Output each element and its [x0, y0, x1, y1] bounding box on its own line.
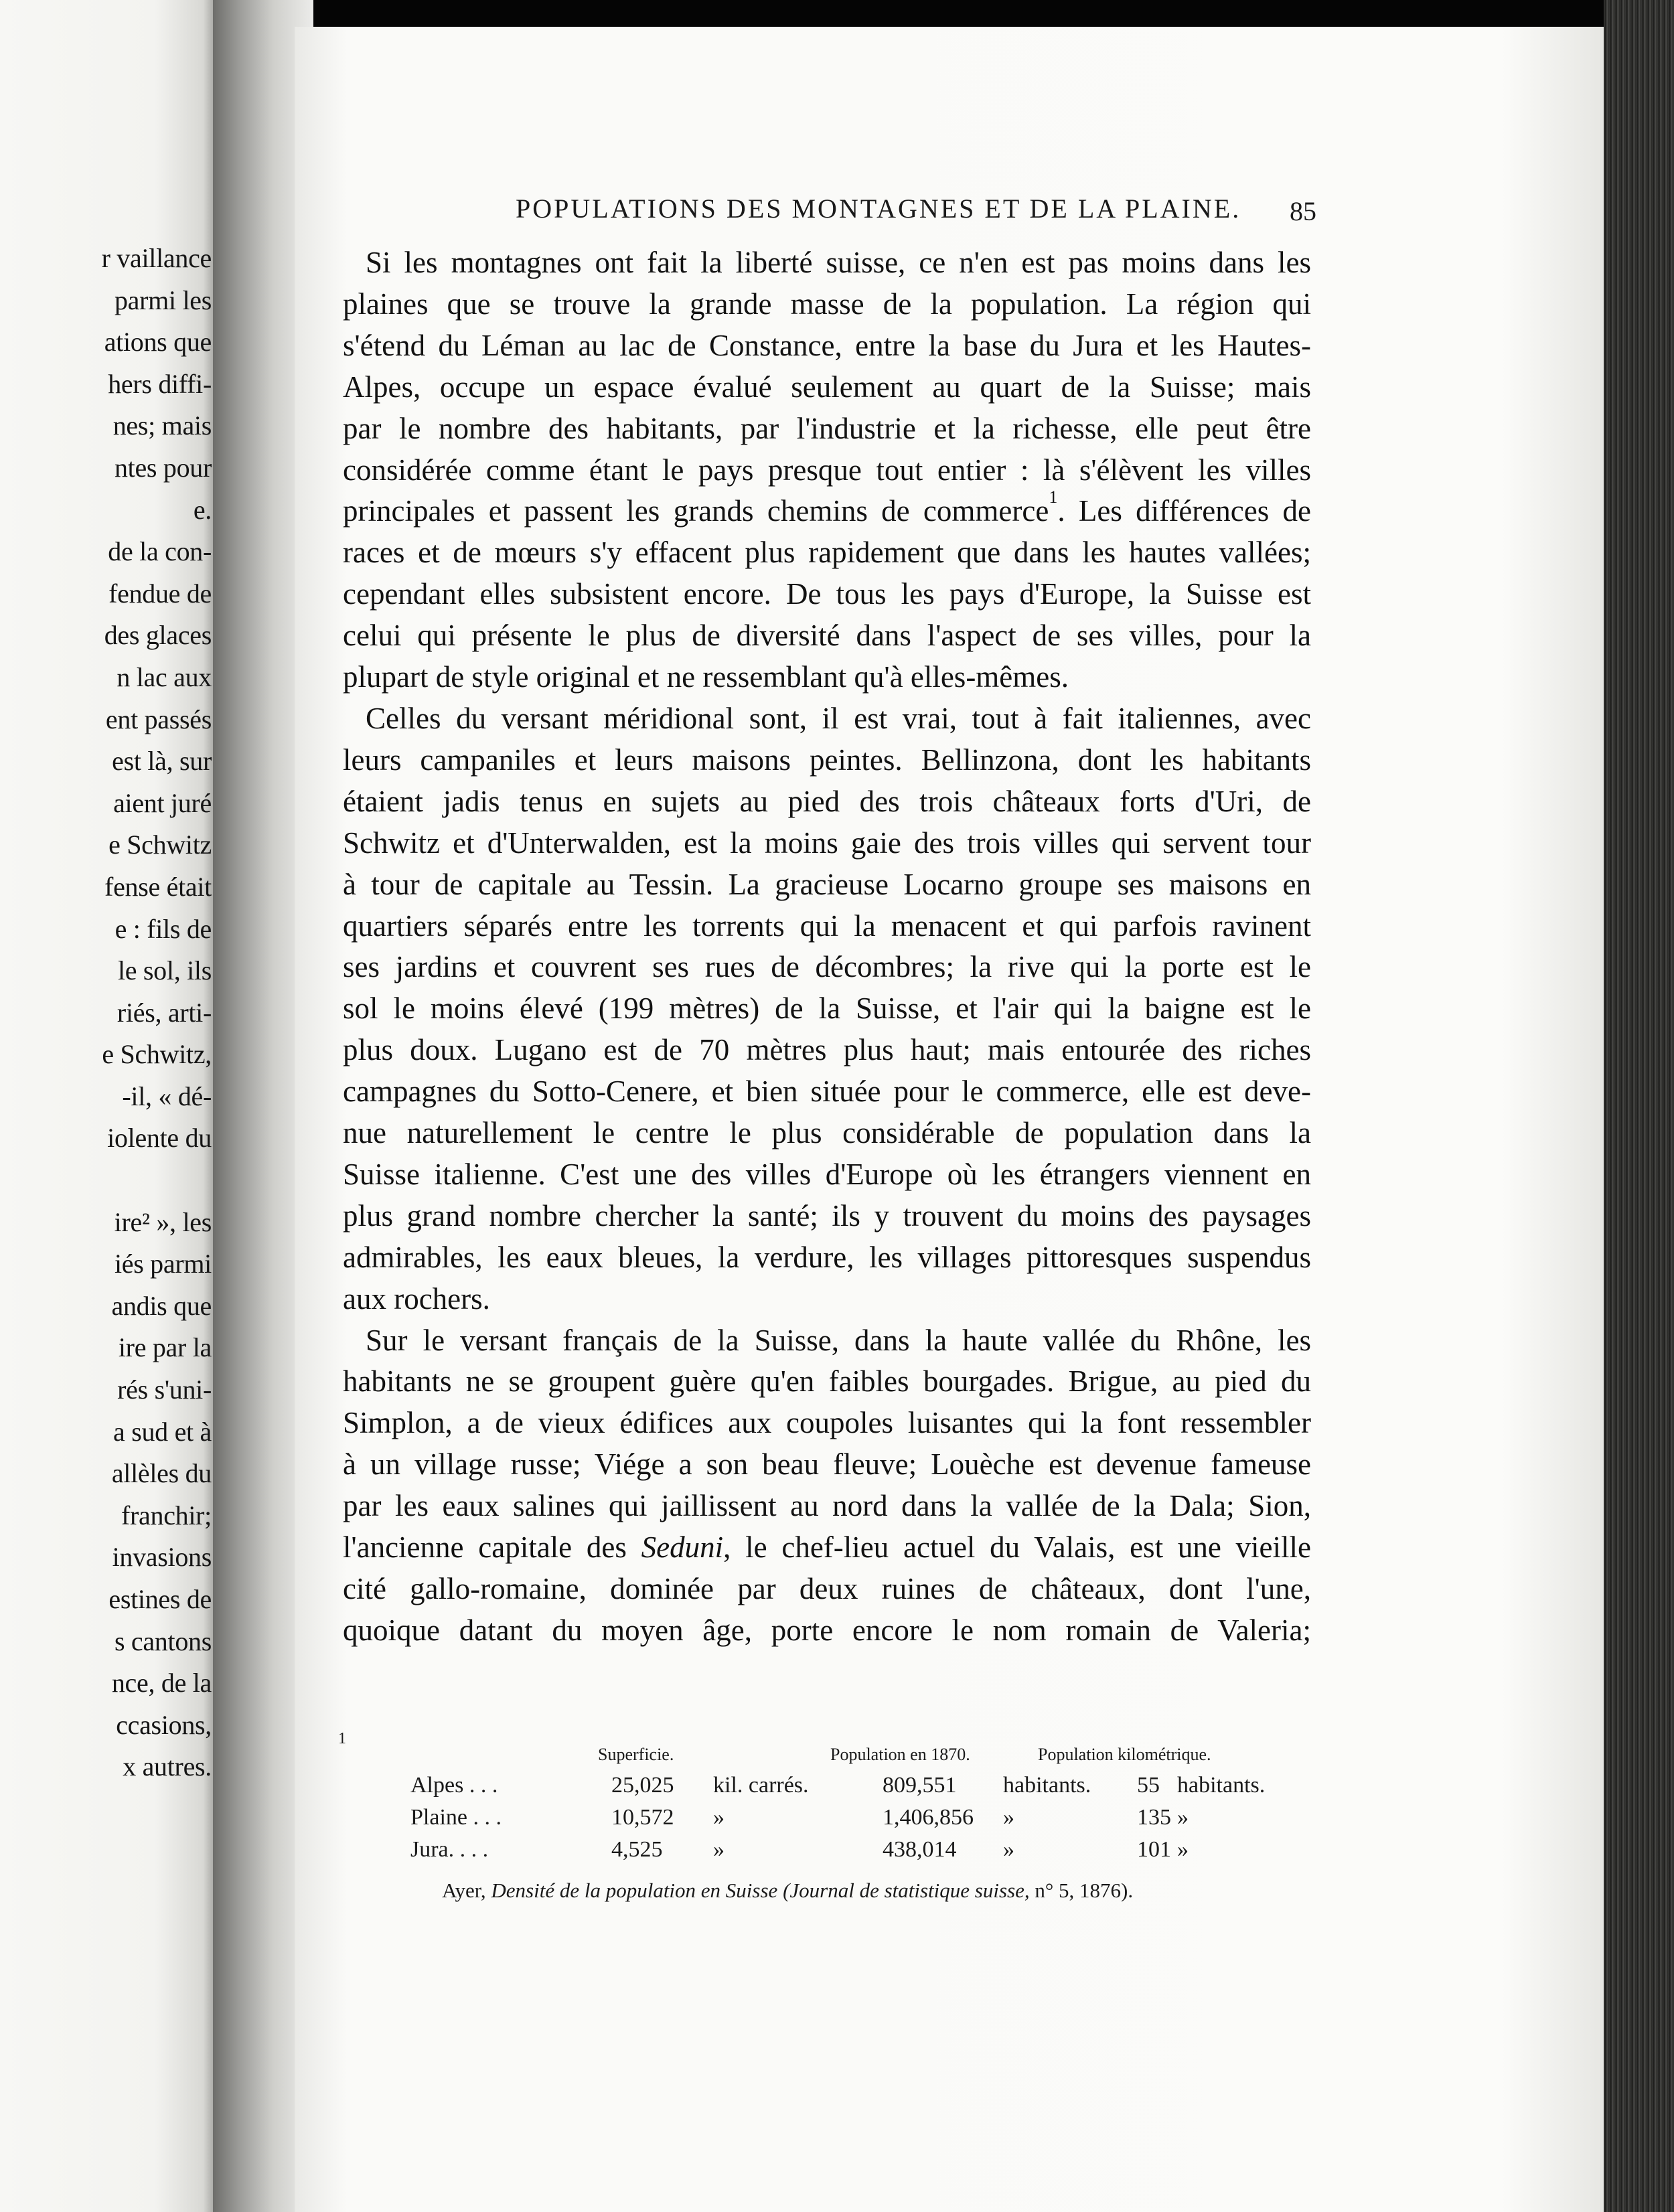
- left-page-line: n lac aux: [117, 661, 212, 692]
- paragraph-3: [343, 1320, 1311, 1652]
- page-edges: [1604, 0, 1674, 2212]
- text-line: à tour de capitale au Tessin. La gracieuse Locarno groupe ses maisons en: [343, 867, 1311, 901]
- left-page-line: le sol, ils: [117, 955, 212, 986]
- footnote-reference: 1: [1049, 487, 1058, 507]
- left-page-line: franchir;: [121, 1500, 212, 1530]
- text-line: s'étend du Léman au lac de Constance, entre la base du Jura et les Hautes-: [343, 328, 1311, 362]
- text-line: admirables, les eaux bleues, la verdure, les villages pittoresques suspendus: [343, 1240, 1311, 1274]
- left-page-line: aient juré: [113, 787, 212, 818]
- text-line: Suisse italienne. C'est une des villes d'Europe où les étrangers viennent en: [343, 1157, 1311, 1191]
- left-page-line: hers diffi-: [108, 368, 212, 399]
- left-page-line: s cantons: [114, 1626, 212, 1656]
- text-line: cependant elles subsistent encore. De tous les pays d'Europe, la Suisse est: [343, 577, 1311, 611]
- left-page-line: de la con-: [108, 536, 212, 567]
- source-title: Densité de la population en Suisse: [491, 1879, 778, 1902]
- page-number: 85: [1290, 196, 1316, 226]
- left-page-line: rés s'uni-: [117, 1374, 212, 1405]
- text-line: par le nombre des habitants, par l'industrie et la richesse, elle peut être: [343, 411, 1311, 445]
- cell-density-unit: »: [1177, 1837, 1189, 1862]
- left-page-line: des glaces: [104, 620, 212, 651]
- text-line: leurs campaniles et leurs maisons peintes. Bellinzona, dont les habitants: [343, 742, 1311, 777]
- column-header-area: Superficie.: [598, 1745, 674, 1764]
- left-page-line: est là, sur: [112, 746, 212, 777]
- left-page-line: riés, arti-: [117, 997, 212, 1028]
- paragraph-1: [343, 242, 1311, 698]
- text-line: habitants ne se groupent guère qu'en faibles bourgades. Brigue, au pied du: [343, 1364, 1311, 1399]
- left-page-line: allèles du: [111, 1458, 212, 1489]
- column-header-density: Population kilométrique.: [1038, 1745, 1211, 1764]
- paragraph-2: [343, 698, 1311, 1320]
- text-line: aux rochers.: [343, 1281, 490, 1316]
- cell-area: 25,025: [611, 1773, 674, 1798]
- text-line: Alpes, occupe un espace évalué seulement au quart de la Suisse; mais: [343, 370, 1311, 404]
- left-page-line: ccasions,: [116, 1709, 212, 1740]
- text-line: étaient jadis tenus en sujets au pied des trois châteaux forts d'Uri, de: [343, 784, 1311, 818]
- cell-area-unit: »: [713, 1837, 725, 1862]
- left-page-line: e : fils de: [115, 913, 212, 944]
- text-line: Celles du versant méridional sont, il est vrai, tout à fait italiennes, avec: [366, 701, 1311, 735]
- cell-pop-unit: »: [1003, 1805, 1014, 1830]
- cell-region: Plaine . . .: [410, 1805, 502, 1830]
- running-head: POPULATIONS DES MONTAGNES ET DE LA PLAINE.: [516, 193, 1241, 224]
- text-line: par les eaux salines qui jaillissent au nord dans la vallée de la Dala; Sion,: [343, 1489, 1311, 1523]
- text-line: considérée comme étant le pays presque tout entier : là s'élèvent les villes: [343, 453, 1311, 487]
- cell-pop-unit: »: [1003, 1837, 1014, 1862]
- text-line: Schwitz et d'Unterwalden, est la moins gaie des trois villes qui servent tour: [343, 825, 1311, 860]
- left-page-line: x autres.: [123, 1751, 212, 1782]
- left-page-line: ntes pour: [114, 452, 212, 483]
- left-page-line: invasions: [112, 1542, 212, 1573]
- left-page-line: -il, « dé-: [122, 1081, 212, 1111]
- cell-area: 10,572: [611, 1805, 674, 1830]
- left-page-line: e Schwitz: [108, 830, 212, 860]
- left-page-line: e Schwitz,: [102, 1039, 212, 1070]
- text-line: Sur le versant français de la Suisse, dans la haute vallée du Rhône, les: [366, 1323, 1311, 1357]
- text-fragment: l'ancienne capitale des: [343, 1530, 641, 1565]
- column-header-population: Population en 1870.: [830, 1745, 970, 1764]
- left-page-line: ire par la: [118, 1332, 212, 1363]
- italic-term: Seduni: [641, 1530, 724, 1565]
- footnote-source: [442, 1879, 1133, 1903]
- left-page-line: estines de: [108, 1584, 212, 1614]
- text-fragment: principales et passent les grands chemins de commerce: [343, 494, 1049, 528]
- cell-region: Alpes . . .: [410, 1773, 498, 1798]
- text-line: campagnes du Sotto-Cenere, et bien située pour le commerce, elle est deve-: [343, 1075, 1311, 1109]
- cell-population: 809,551: [883, 1773, 957, 1798]
- text-line: sol le moins élevé (199 mètres) de la Suisse, et l'air qui la baigne est le: [343, 992, 1311, 1026]
- text-line: [343, 1527, 1311, 1569]
- body-text: [343, 242, 1311, 1652]
- text-line: Simplon, a de vieux édifices aux coupoles luisantes qui la font ressembler: [343, 1406, 1311, 1440]
- cell-population: 1,406,856: [883, 1805, 974, 1830]
- text-line: plus grand nombre chercher la santé; ils y trouvent du moins des paysages: [343, 1198, 1311, 1233]
- text-line: ses jardins et couvrent ses rues de décombres; la rive qui la porte est le: [343, 950, 1311, 984]
- left-page-line: r vaillance: [101, 243, 212, 273]
- text-line: nue naturellement le centre le plus considérable de population dans la: [343, 1116, 1311, 1150]
- text-fragment: , le chef-lieu actuel du Valais, est une vieille: [723, 1530, 1311, 1565]
- text-line: à un village russe; Viége a son beau fleuve; Louèche est devenue fameuse: [343, 1447, 1311, 1482]
- text-line: plupart de style original et ne ressemblant qu'à elles-mêmes.: [343, 660, 1069, 694]
- cell-density-unit: »: [1177, 1805, 1189, 1830]
- left-page-line: nce, de la: [111, 1668, 212, 1698]
- left-page-line: fense était: [104, 871, 212, 902]
- footnote-marker: 1: [338, 1730, 346, 1747]
- cell-area-unit: »: [713, 1805, 725, 1830]
- left-page-line: iolente du: [107, 1123, 212, 1154]
- source-journal: (Journal de statistique suisse,: [783, 1879, 1030, 1902]
- cell-density: 55: [1137, 1773, 1160, 1798]
- cell-area: 4,525: [611, 1837, 663, 1862]
- cell-density: 135: [1137, 1805, 1171, 1830]
- cell-area-unit: kil. carrés.: [713, 1773, 809, 1798]
- left-facing-page: [0, 0, 221, 2212]
- text-line: [343, 487, 1312, 532]
- left-page-line: a sud et à: [113, 1416, 212, 1447]
- text-line: Si les montagnes ont fait la liberté suisse, ce n'en est pas moins dans les: [366, 246, 1311, 279]
- left-page-line: nes; mais: [112, 410, 212, 441]
- left-page-line: fendue de: [108, 578, 212, 609]
- left-page-line: parmi les: [114, 285, 212, 315]
- left-page-line: ire² », les: [114, 1206, 212, 1237]
- cell-density-unit: habitants.: [1177, 1773, 1266, 1798]
- cell-region: Jura. . . .: [410, 1837, 489, 1862]
- cell-population: 438,014: [883, 1837, 957, 1862]
- text-line: races et de mœurs s'y effacent plus rapidement que dans les hautes vallées;: [343, 536, 1311, 570]
- left-page-line: andis que: [111, 1290, 212, 1321]
- left-page-text: [102, 238, 212, 1788]
- cell-density: 101: [1137, 1837, 1171, 1862]
- text-line: plaines que se trouve la grande masse de la population. La région qui: [343, 287, 1311, 321]
- text-line: cité gallo-romaine, dominée par deux ruines de châteaux, dont l'une,: [343, 1572, 1311, 1605]
- text-line: quoique datant du moyen âge, porte encore le nom romain de Valeria;: [343, 1613, 1311, 1647]
- left-page-line: [102, 1160, 212, 1202]
- cell-pop-unit: habitants.: [1003, 1773, 1091, 1798]
- left-page-line: e.: [193, 494, 212, 525]
- source-author: Ayer,: [442, 1879, 491, 1902]
- text-line: quartiers séparés entre les torrents qui la menacent et qui parfois ravinent: [343, 908, 1311, 943]
- text-line: plus doux. Lugano est de 70 mètres plus haut; mais entourée des riches: [343, 1033, 1311, 1067]
- text-fragment: . Les différences de: [1057, 494, 1312, 528]
- text-line: celui qui présente le plus de diversité dans l'aspect de ses villes, pour la: [343, 619, 1311, 653]
- left-page-line: ations que: [104, 327, 212, 358]
- left-page-line: ent passés: [105, 704, 212, 734]
- left-page-line: iés parmi: [114, 1249, 212, 1279]
- source-issue: n° 5, 1876).: [1029, 1879, 1134, 1902]
